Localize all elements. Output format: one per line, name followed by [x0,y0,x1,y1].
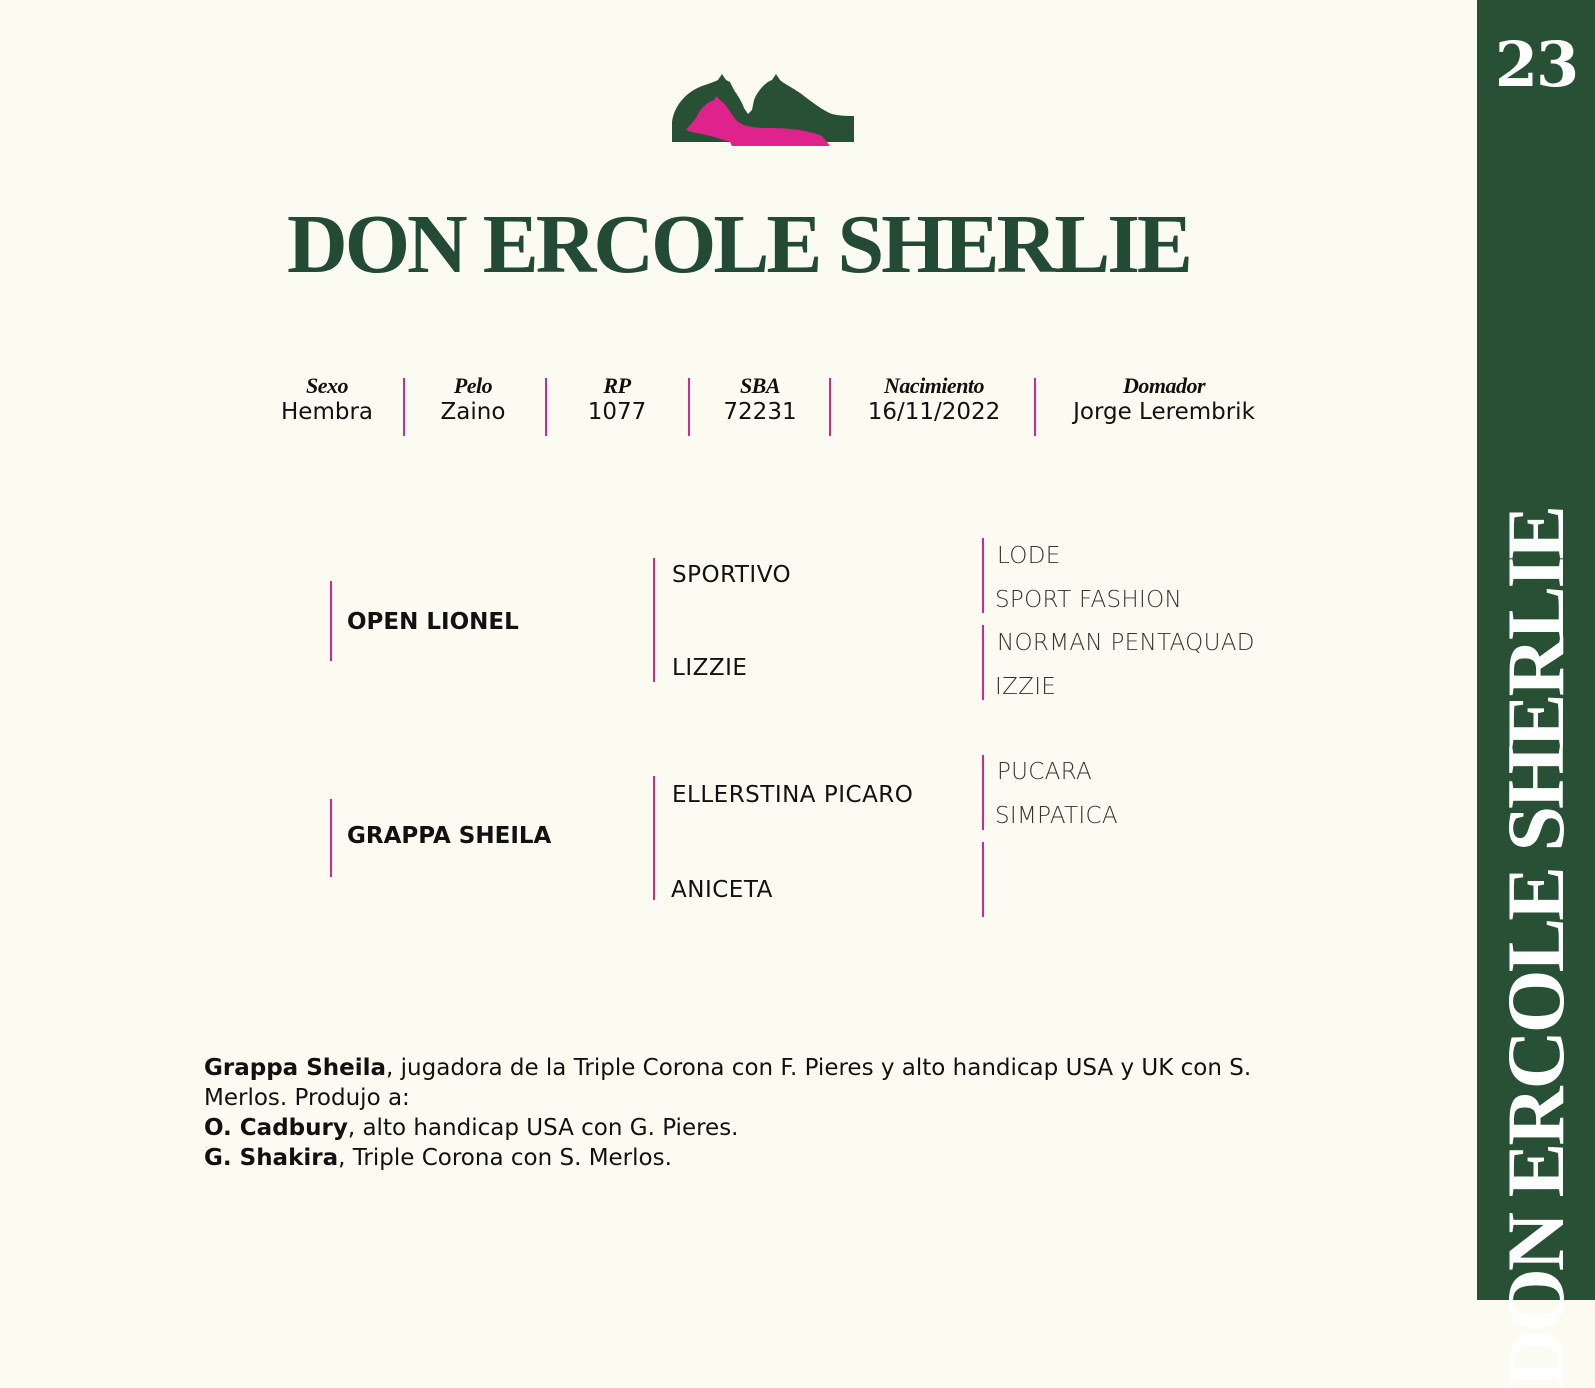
info-value: 16/11/2022 [867,399,1001,425]
info-pelo [441,374,506,426]
info-sexo [281,374,373,426]
divider [982,842,984,917]
side-title: DON ERCOLE SHERLIE [1490,507,1581,1388]
info-sba [723,374,796,426]
info-value: Zaino [440,399,506,425]
note-text: , Triple Corona con S. Merlos. [338,1145,672,1171]
pedigree-dss: PUCARA [997,759,1093,785]
info-value: 1077 [587,399,647,425]
divider [545,378,547,436]
pedigree-ssd: SPORT FASHION [995,587,1182,613]
divider [330,581,332,661]
info-label: RP [603,373,631,398]
divider [982,538,984,613]
note-paragraph [204,1053,1284,1113]
info-domador [1073,374,1255,426]
note-bold: O. Cadbury [204,1115,348,1141]
info-rp [588,374,647,426]
pedigree-dam-sire: ELLERSTINA PICARO [672,782,914,808]
sidebar [1477,0,1595,1388]
note-paragraph [204,1113,1284,1143]
note-bold: G. Shakira [204,1145,339,1171]
divider [829,378,831,436]
divider [653,776,655,900]
divider [653,558,655,682]
divider [688,378,690,436]
divider [330,799,332,877]
page-title: DON ERCOLE SHERLIE [287,198,1190,291]
pedigree-sire-sire: SPORTIVO [672,562,792,588]
pedigree-dam: GRAPPA SHEILA [347,823,552,849]
note-text: , alto handicap USA con G. Pieres. [347,1115,739,1141]
note-paragraph [204,1143,1284,1173]
info-nacimiento [868,374,1001,426]
pedigree-sire-dam: LIZZIE [672,655,748,681]
divider [403,378,405,436]
divider [1034,378,1036,436]
note-text: , jugadora de la Triple Corona con F. Pieres y alto handicap USA y UK con S. Merlos. Produjo a: [204,1055,1252,1111]
info-row [0,374,1477,444]
info-label: Domador [1122,373,1206,398]
info-label: Pelo [453,373,493,398]
pedigree-sss: LODE [997,543,1061,569]
info-label: Nacimiento [883,373,985,398]
pedigree-sire: OPEN LIONEL [347,609,519,635]
pedigree-dsd: SIMPATICA [995,803,1118,829]
pedigree-sds: NORMAN PENTAQUAD [997,630,1255,656]
note-bold: Grappa Sheila [204,1055,387,1081]
info-label: Sexo [306,373,348,398]
info-value: Hembra [281,399,373,425]
info-value: 72231 [723,399,797,425]
pedigree-sdd: IZZIE [995,674,1057,700]
info-value: Jorge Lerembrik [1073,399,1255,425]
page-number: 23 [1494,28,1578,101]
notes [204,1053,1284,1173]
pedigree-dam-dam: ANICETA [671,877,773,903]
info-label: SBA [739,373,781,398]
horses-logo-icon [672,70,858,150]
divider [982,755,984,830]
divider [982,625,984,700]
